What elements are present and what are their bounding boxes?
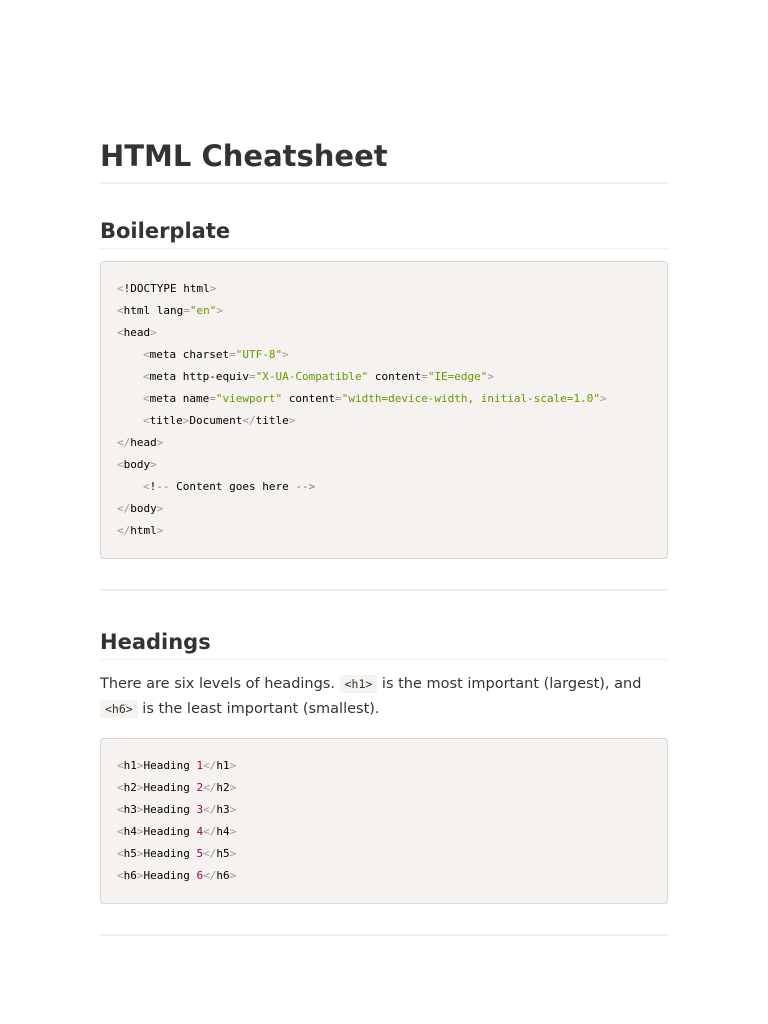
inline-code-h6: <h6> [100, 700, 138, 718]
code-line: <h3>Heading 3</h3> [117, 803, 237, 816]
code-line: <h5>Heading 5</h5> [117, 847, 237, 860]
code-line: <meta name="viewport" content="width=device-width, initial-scale=1.0"> [143, 392, 607, 405]
section-heading-headings: Headings [100, 627, 668, 660]
code-block-headings [100, 738, 668, 904]
code-line: <!-- Content goes here --> [143, 480, 316, 493]
code-line: </html> [117, 524, 164, 537]
code-line: <h4>Heading 4</h4> [117, 825, 237, 838]
inline-code-h1: <h1> [340, 675, 378, 693]
code-line: <h1>Heading 1</h1> [117, 759, 237, 772]
code-line: <head> [117, 326, 157, 339]
code-line: <body> [117, 458, 157, 471]
code-line: <h2>Heading 2</h2> [117, 781, 237, 794]
code-line: <!DOCTYPE html> [117, 282, 217, 295]
headings-description: There are six levels of headings. <h1> is the most important (largest), and <h6> is the least important (smallest). [100, 676, 642, 717]
code-block-boilerplate [100, 261, 668, 559]
code-line: <html lang="en"> [117, 304, 223, 317]
horizontal-rule [100, 934, 668, 936]
code-line: </head> [117, 436, 164, 449]
page-title: HTML Cheatsheet [100, 136, 668, 184]
code-line: <title>Document</title> [143, 414, 296, 427]
section-heading-boilerplate: Boilerplate [100, 216, 668, 249]
code-line: <meta http-equiv="X-UA-Compatible" content="IE=edge"> [143, 370, 495, 383]
code-line: </body> [117, 502, 164, 515]
horizontal-rule [100, 589, 668, 591]
code-line: <meta charset="UTF-8"> [143, 348, 289, 361]
document-content [100, 136, 668, 936]
code-line: <h6>Heading 6</h6> [117, 869, 237, 882]
